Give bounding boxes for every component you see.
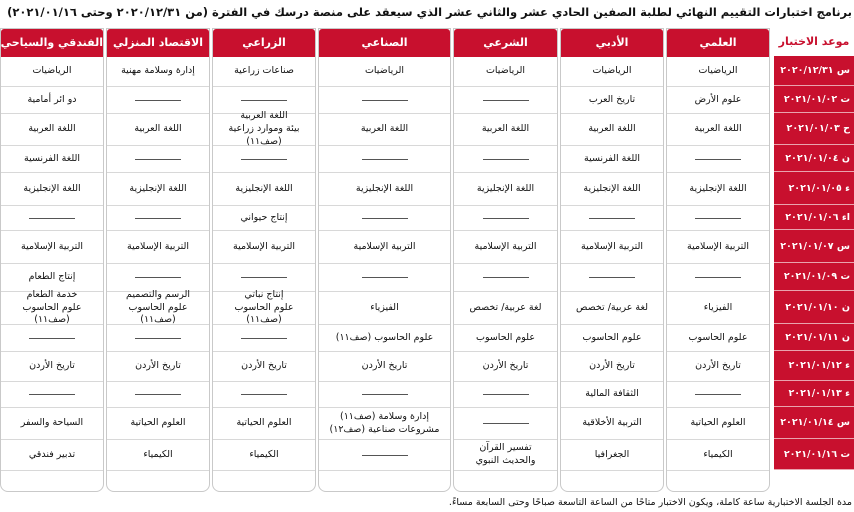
date-cell: س ٢٠٢١/٠١/٠٧ (774, 230, 854, 263)
subject-cell: تاريخ الأردن (107, 352, 209, 382)
subject-cell: اللغة العربية (561, 114, 663, 146)
stream-header: الفندقي والسياحي (1, 29, 103, 57)
subject-cell: تاريخ الأردن (561, 352, 663, 382)
empty-cell-dash (667, 206, 769, 231)
empty-cell-dash (1, 206, 103, 231)
subject-cell: التربية الإسلامية (667, 231, 769, 264)
empty-cell-dash (319, 87, 450, 114)
empty-cell-dash (454, 146, 557, 173)
subject-cell: لغة عربية/ تخصص (454, 292, 557, 325)
subject-cell: الكيمياء (107, 440, 209, 471)
empty-cell-dash (107, 206, 209, 231)
subject-cell: الفيزياء (667, 292, 769, 325)
subject-cell: اللغة العربية (107, 114, 209, 146)
empty-cell-dash (107, 382, 209, 408)
subject-cell: الرياضيات (319, 57, 450, 87)
exam-schedule-table (0, 28, 854, 494)
page-title: برنامج اختبارات التقييم النهائي لطلبة الصفين الحادي عشر والثاني عشر الذي سيعقد على منصة درسك في الفترة (من ٢٠٢٠/١٢/٣١ وحتى ٢٠٢١/٠١/١٦) (7, 5, 852, 19)
subject-cell: اللغة الإنجليزية (107, 173, 209, 206)
date-cell: ء ٢٠٢١/٠١/١٣ (774, 381, 854, 407)
subject-cell: تاريخ العرب (561, 87, 663, 114)
footer-note: مدة الجلسة الاختبارية ساعة كاملة، ويكون الاختبار متاحًا من الساعة التاسعة صباحًا وحتى السابعة مساءً. (448, 497, 852, 508)
empty-cell-dash (561, 206, 663, 231)
empty-cell-dash (319, 382, 450, 408)
date-cell: ح ٢٠٢١/٠١/٠٣ (774, 113, 854, 145)
subject-cell: اللغة الإنجليزية (319, 173, 450, 206)
subject-cell: الجغرافيا (561, 440, 663, 471)
subject-cell: التربية الإسلامية (319, 231, 450, 264)
stream-header: الاقتصاد المنزلي (107, 29, 209, 57)
empty-cell-dash (319, 146, 450, 173)
subject-cell: إدارة وسلامة (صف١١) مشروعات صناعية (صف١٢) (319, 408, 450, 440)
empty-cell-dash (319, 440, 450, 471)
subject-cell: لغة عربية/ تخصص (561, 292, 663, 325)
subject-cell: علوم الحاسوب (454, 325, 557, 352)
subject-cell: التربية الأخلاقية (561, 408, 663, 440)
stream-column (318, 28, 451, 492)
empty-cell-dash (213, 382, 315, 408)
subject-cell: علوم الأرض (667, 87, 769, 114)
subject-cell: الكيمياء (667, 440, 769, 471)
subject-cell: السياحة والسفر (1, 408, 103, 440)
subject-cell: العلوم الحياتية (213, 408, 315, 440)
date-cell: اء ٢٠٢١/٠١/٠٦ (774, 205, 854, 230)
subject-cell: الرياضيات (454, 57, 557, 87)
subject-cell: تاريخ الأردن (454, 352, 557, 382)
empty-cell-dash (213, 146, 315, 173)
date-cell: ت ٢٠٢١/٠١/٠٩ (774, 263, 854, 291)
subject-cell: تاريخ الأردن (213, 352, 315, 382)
empty-cell-dash (1, 382, 103, 408)
subject-cell: صناعات زراعية (213, 57, 315, 87)
date-cell: ت ٢٠٢١/٠١/١٦ (774, 439, 854, 470)
subject-cell: علوم الحاسوب (صف١١) (319, 325, 450, 352)
subject-cell: تاريخ الأردن (319, 352, 450, 382)
subject-cell: الثقافة المالية (561, 382, 663, 408)
stream-header: الشرعي (454, 29, 557, 57)
subject-cell: تاريخ الأردن (1, 352, 103, 382)
empty-cell-dash (319, 206, 450, 231)
empty-cell-dash (561, 264, 663, 292)
date-cell: ن ٢٠٢١/٠١/١١ (774, 324, 854, 351)
subject-cell: تفسير القرآن والحديث النبوي (454, 440, 557, 471)
subject-cell: إنتاج الطعام (1, 264, 103, 292)
subject-cell: دو ائر أمامية (1, 87, 103, 114)
date-column (774, 28, 854, 492)
stream-column (453, 28, 558, 492)
empty-cell-dash (213, 325, 315, 352)
subject-cell: التربية الإسلامية (107, 231, 209, 264)
subject-cell: اللغة الإنجليزية (561, 173, 663, 206)
stream-header: الأدبي (561, 29, 663, 57)
subject-cell: التربية الإسلامية (454, 231, 557, 264)
empty-cell-dash (107, 325, 209, 352)
subject-cell: التربية الإسلامية (1, 231, 103, 264)
subject-cell: الرياضيات (561, 57, 663, 87)
subject-cell: اللغة الإنجليزية (454, 173, 557, 206)
subject-cell: اللغة العربية (454, 114, 557, 146)
date-cell: ء ٢٠٢١/٠١/٠٥ (774, 172, 854, 205)
date-column-header: موعد الاختبار (778, 35, 850, 48)
date-cell: ن ٢٠٢١/٠١/٠٤ (774, 145, 854, 172)
subject-cell: إنتاج حيواني (213, 206, 315, 231)
subject-cell: الفيزياء (319, 292, 450, 325)
stream-column (0, 28, 104, 492)
subject-cell: العلوم الحياتية (107, 408, 209, 440)
subject-cell: اللغة العربية (319, 114, 450, 146)
subject-cell: التربية الإسلامية (213, 231, 315, 264)
subject-cell: الرياضيات (667, 57, 769, 87)
empty-cell-dash (454, 408, 557, 440)
empty-cell-dash (319, 264, 450, 292)
subject-cell: إدارة وسلامة مهنية (107, 57, 209, 87)
date-cell: ن ٢٠٢١/٠١/١٠ (774, 291, 854, 324)
subject-cell: اللغة العربية (667, 114, 769, 146)
empty-cell-dash (454, 382, 557, 408)
subject-cell: اللغة الفرنسية (561, 146, 663, 173)
subject-cell: الرسم والتصميم علوم الحاسوب (صف١١) (107, 292, 209, 325)
empty-cell-dash (454, 206, 557, 231)
empty-cell-dash (107, 87, 209, 114)
subject-cell: اللغة الفرنسية (1, 146, 103, 173)
subject-cell: العلوم الحياتية (667, 408, 769, 440)
empty-cell-dash (107, 146, 209, 173)
date-cell: س ٢٠٢٠/١٢/٣١ (774, 56, 854, 86)
subject-cell: اللغة العربية بيئة وموارد زراعية (صف١١) (213, 114, 315, 146)
subject-cell: التربية الإسلامية (561, 231, 663, 264)
stream-column (106, 28, 210, 492)
empty-cell-dash (667, 382, 769, 408)
stream-column (560, 28, 664, 492)
subject-cell: اللغة الإنجليزية (213, 173, 315, 206)
subject-cell: علوم الحاسوب (561, 325, 663, 352)
stream-header: الزراعي (213, 29, 315, 57)
subject-cell: علوم الحاسوب (667, 325, 769, 352)
subject-cell: تدبير فندقي (1, 440, 103, 471)
subject-cell: اللغة الإنجليزية (1, 173, 103, 206)
empty-cell-dash (667, 146, 769, 173)
empty-cell-dash (454, 87, 557, 114)
subject-cell: اللغة العربية (1, 114, 103, 146)
subject-cell: اللغة الإنجليزية (667, 173, 769, 206)
subject-cell: الكيمياء (213, 440, 315, 471)
stream-header: الصناعي (319, 29, 450, 57)
stream-column (666, 28, 770, 492)
subject-cell: الرياضيات (1, 57, 103, 87)
date-cell: ت ٢٠٢١/٠١/٠٢ (774, 86, 854, 113)
stream-column (212, 28, 316, 492)
empty-cell-dash (1, 325, 103, 352)
empty-cell-dash (454, 264, 557, 292)
date-cell: ء ٢٠٢١/٠١/١٢ (774, 351, 854, 381)
subject-cell: تاريخ الأردن (667, 352, 769, 382)
subject-cell: إنتاج نباتي علوم الحاسوب (صف١١) (213, 292, 315, 325)
subject-cell: خدمة الطعام علوم الحاسوب (صف١١) (1, 292, 103, 325)
date-cell: س ٢٠٢١/٠١/١٤ (774, 407, 854, 439)
stream-header: العلمي (667, 29, 769, 57)
empty-cell-dash (667, 264, 769, 292)
